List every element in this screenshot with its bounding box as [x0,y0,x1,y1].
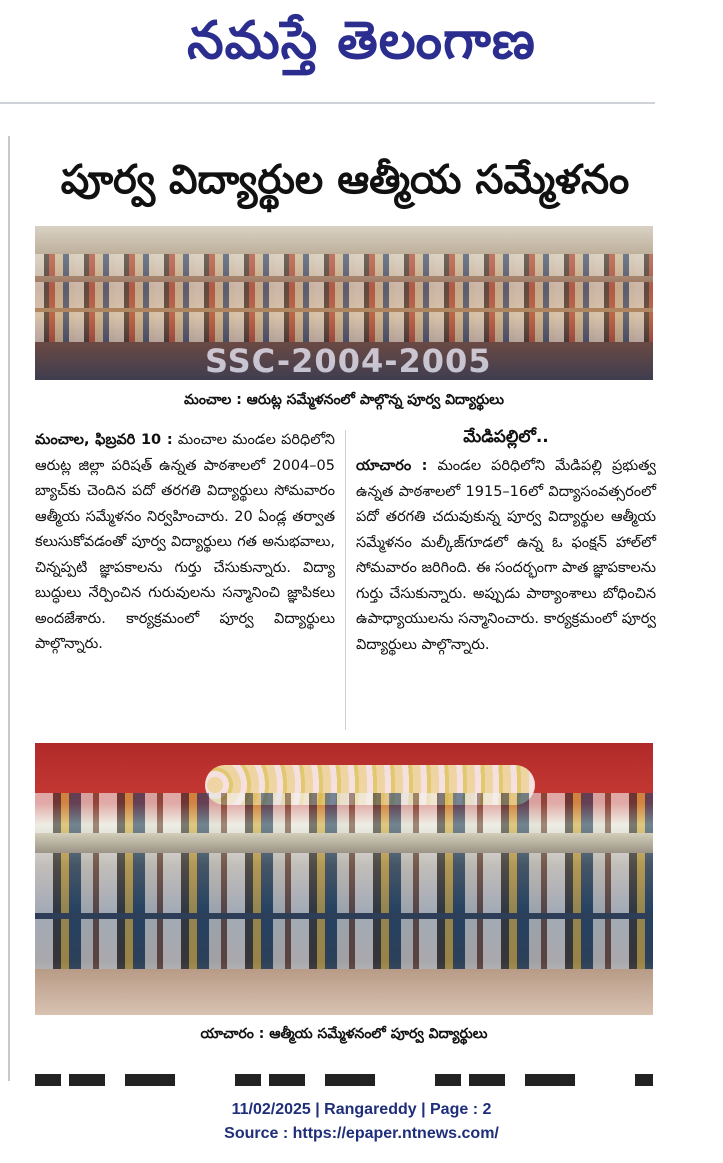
group-photo-medipally [35,743,653,1015]
photo-people-front [35,919,653,969]
article-subhead: మేడిపల్లిలో.. [463,427,549,447]
article-column-left [35,428,335,658]
photo-caption-2: యాచారం : ఆత్మీయ సమ్మేళనంలో పూర్వ విద్యార్థులు [200,1026,488,1042]
masthead [0,0,723,104]
photo-floor [35,969,653,1015]
group-photo-arutla [35,226,653,380]
footer-source: Source : https://epaper.ntnews.com/ [224,1125,499,1142]
photo-people-seated [35,853,653,913]
article-headline: పూర్వ విద్యార్థుల ఆత్మీయ సమ్మేళనం [60,157,630,203]
dateline: యాచారం : [356,458,428,474]
masthead-divider [0,102,655,104]
photo-caption-1: మంచాల : ఆరుట్ల సమ్మేళనంలో పాల్గొన్న పూర్వ విద్యార్థులు [184,392,504,408]
article-body-left: మంచాల మండల పరిధిలోని ఆరుట్ల జిల్లా పరిషత్ ఉన్నత పాఠశాలలో 2004–05 బ్యాచ్‌కు చెందిన పదో తరగతి విద్యార్థులు సోమవారం ఆత్మీయ సమ్మేళనం నిర్వహించారు. 20 ఏండ్ల తర్వాత కలుసుకోవడంతో పూర్వ విద్యార్థులు గత అనుభవాలు, చిన్నప్పటి జ్ఞాపకాలను గుర్తు చేసుకున్నారు. విద్యా బుద్ధులు నేర్పించిన గురువులను సన్మానించి జ్ఞాపికలు అందజేశారు. కార్యక్రమంలో పూర్వ విద్యార్థులు పాల్గొన్నారు. [35,432,335,652]
article-body-right: మండల పరిధిలోని మేడిపల్లి ప్రభుత్వ ఉన్నత పాఠశాలలో 1915–16లో విద్యాసంవత్సరంలో పదో తరగతి చదువుకున్న పూర్వ విద్యార్థుల ఆత్మీయ సమ్మేళనం మల్కీజ్‌గూడలో ఉన్న ఓ ఫంక్షన్ హాల్‌లో సోమవారం జరిగింది. ఈ సందర్భంగా పాత జ్ఞాపకాలను గుర్తు చేసుకున్నారు. అప్పుడు పాఠ్యాంశాలు బోధించిన ఉపాధ్యాయులను సన్మానించారు. కార్యక్రమంలో పూర్వ విద్యార్థులు పాల్గొన్నారు. [356,458,656,653]
footer-date-edition: 11/02/2025 | Rangareddy | Page : 2 [231,1101,492,1118]
article-column-right [356,454,656,658]
photo-banner-text: SSC-2004-2005 [205,342,492,380]
newspaper-logo: నమస్తే తెలంగాణ [187,11,536,71]
dateline: మంచాల, ఫిబ్రవరి 10 : [35,432,173,448]
photo-crowd-front [35,312,653,342]
column-rule [8,136,10,1081]
photo-people-standing [35,793,653,833]
photo-crowd-back [35,254,653,276]
column-divider [345,430,346,730]
next-headline-cropped [35,1064,653,1086]
photo-crowd-middle [35,282,653,308]
